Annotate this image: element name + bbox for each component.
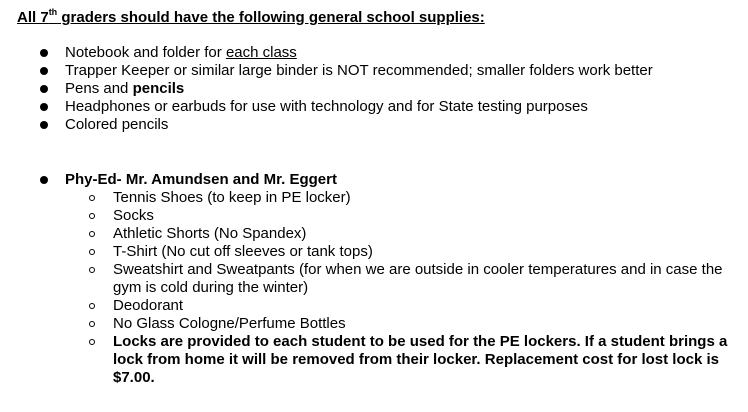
circle-bullet-icon — [89, 231, 95, 237]
list-item — [65, 116, 168, 134]
sub-list-item: Deodorant — [113, 297, 184, 314]
list-item-bold-text: pencils — [132, 80, 185, 97]
sub-list-item: Locks are provided to each student to be used for the PE lockers. If a student brings a — [113, 333, 728, 350]
sub-list-item-continuation: gym is cold during the winter) — [113, 279, 309, 296]
sub-list-item: Sweatshirt and Sweatpants (for when we are outside in cooler temperatures and in case the — [113, 261, 723, 278]
list-item — [65, 44, 297, 62]
list-item-text: Trapper Keeper or similar large binder is NOT recommended; smaller folders work better — [65, 62, 653, 79]
bullet-icon — [40, 103, 48, 111]
sub-list-item: Socks — [113, 207, 154, 224]
list-item — [65, 80, 184, 98]
sub-list-item: Athletic Shorts (No Spandex) — [113, 225, 307, 242]
list-item-text: Notebook and folder for — [65, 44, 226, 61]
list-item-text: Colored pencils — [65, 116, 169, 133]
page-heading — [17, 9, 485, 27]
bullet-icon — [40, 85, 48, 93]
sub-list-item-continuation: lock from home it will be removed from their locker. Replacement cost for lost lock is — [113, 351, 719, 368]
bullet-icon — [40, 49, 48, 57]
sub-list-item-continuation: $7.00. — [113, 369, 155, 386]
circle-bullet-icon — [89, 213, 95, 219]
heading-suffix: graders should have the following general school supplies: — [57, 9, 485, 26]
sub-list-item: Tennis Shoes (to keep in PE locker) — [113, 189, 351, 206]
bullet-icon — [40, 67, 48, 75]
list-item-text: Pens and — [65, 80, 133, 97]
circle-bullet-icon — [89, 339, 95, 345]
circle-bullet-icon — [89, 321, 95, 327]
list-item — [65, 62, 653, 80]
list-item-underlined-text: each class — [225, 44, 297, 61]
list-item-text: Headphones or earbuds for use with technology and for State testing purposes — [65, 98, 588, 115]
list-item — [65, 98, 588, 116]
circle-bullet-icon — [89, 249, 95, 255]
heading-superscript: th — [48, 7, 58, 17]
bullet-icon — [40, 176, 48, 184]
circle-bullet-icon — [89, 303, 95, 309]
circle-bullet-icon — [89, 267, 95, 273]
sub-list-item: T-Shirt (No cut off sleeves or tank tops) — [113, 243, 373, 260]
section-title: Phy-Ed- Mr. Amundsen and Mr. Eggert — [65, 171, 337, 188]
bullet-icon — [40, 121, 48, 129]
heading-prefix: All 7 — [17, 9, 49, 26]
circle-bullet-icon — [89, 195, 95, 201]
sub-list-item: No Glass Cologne/Perfume Bottles — [113, 315, 346, 332]
